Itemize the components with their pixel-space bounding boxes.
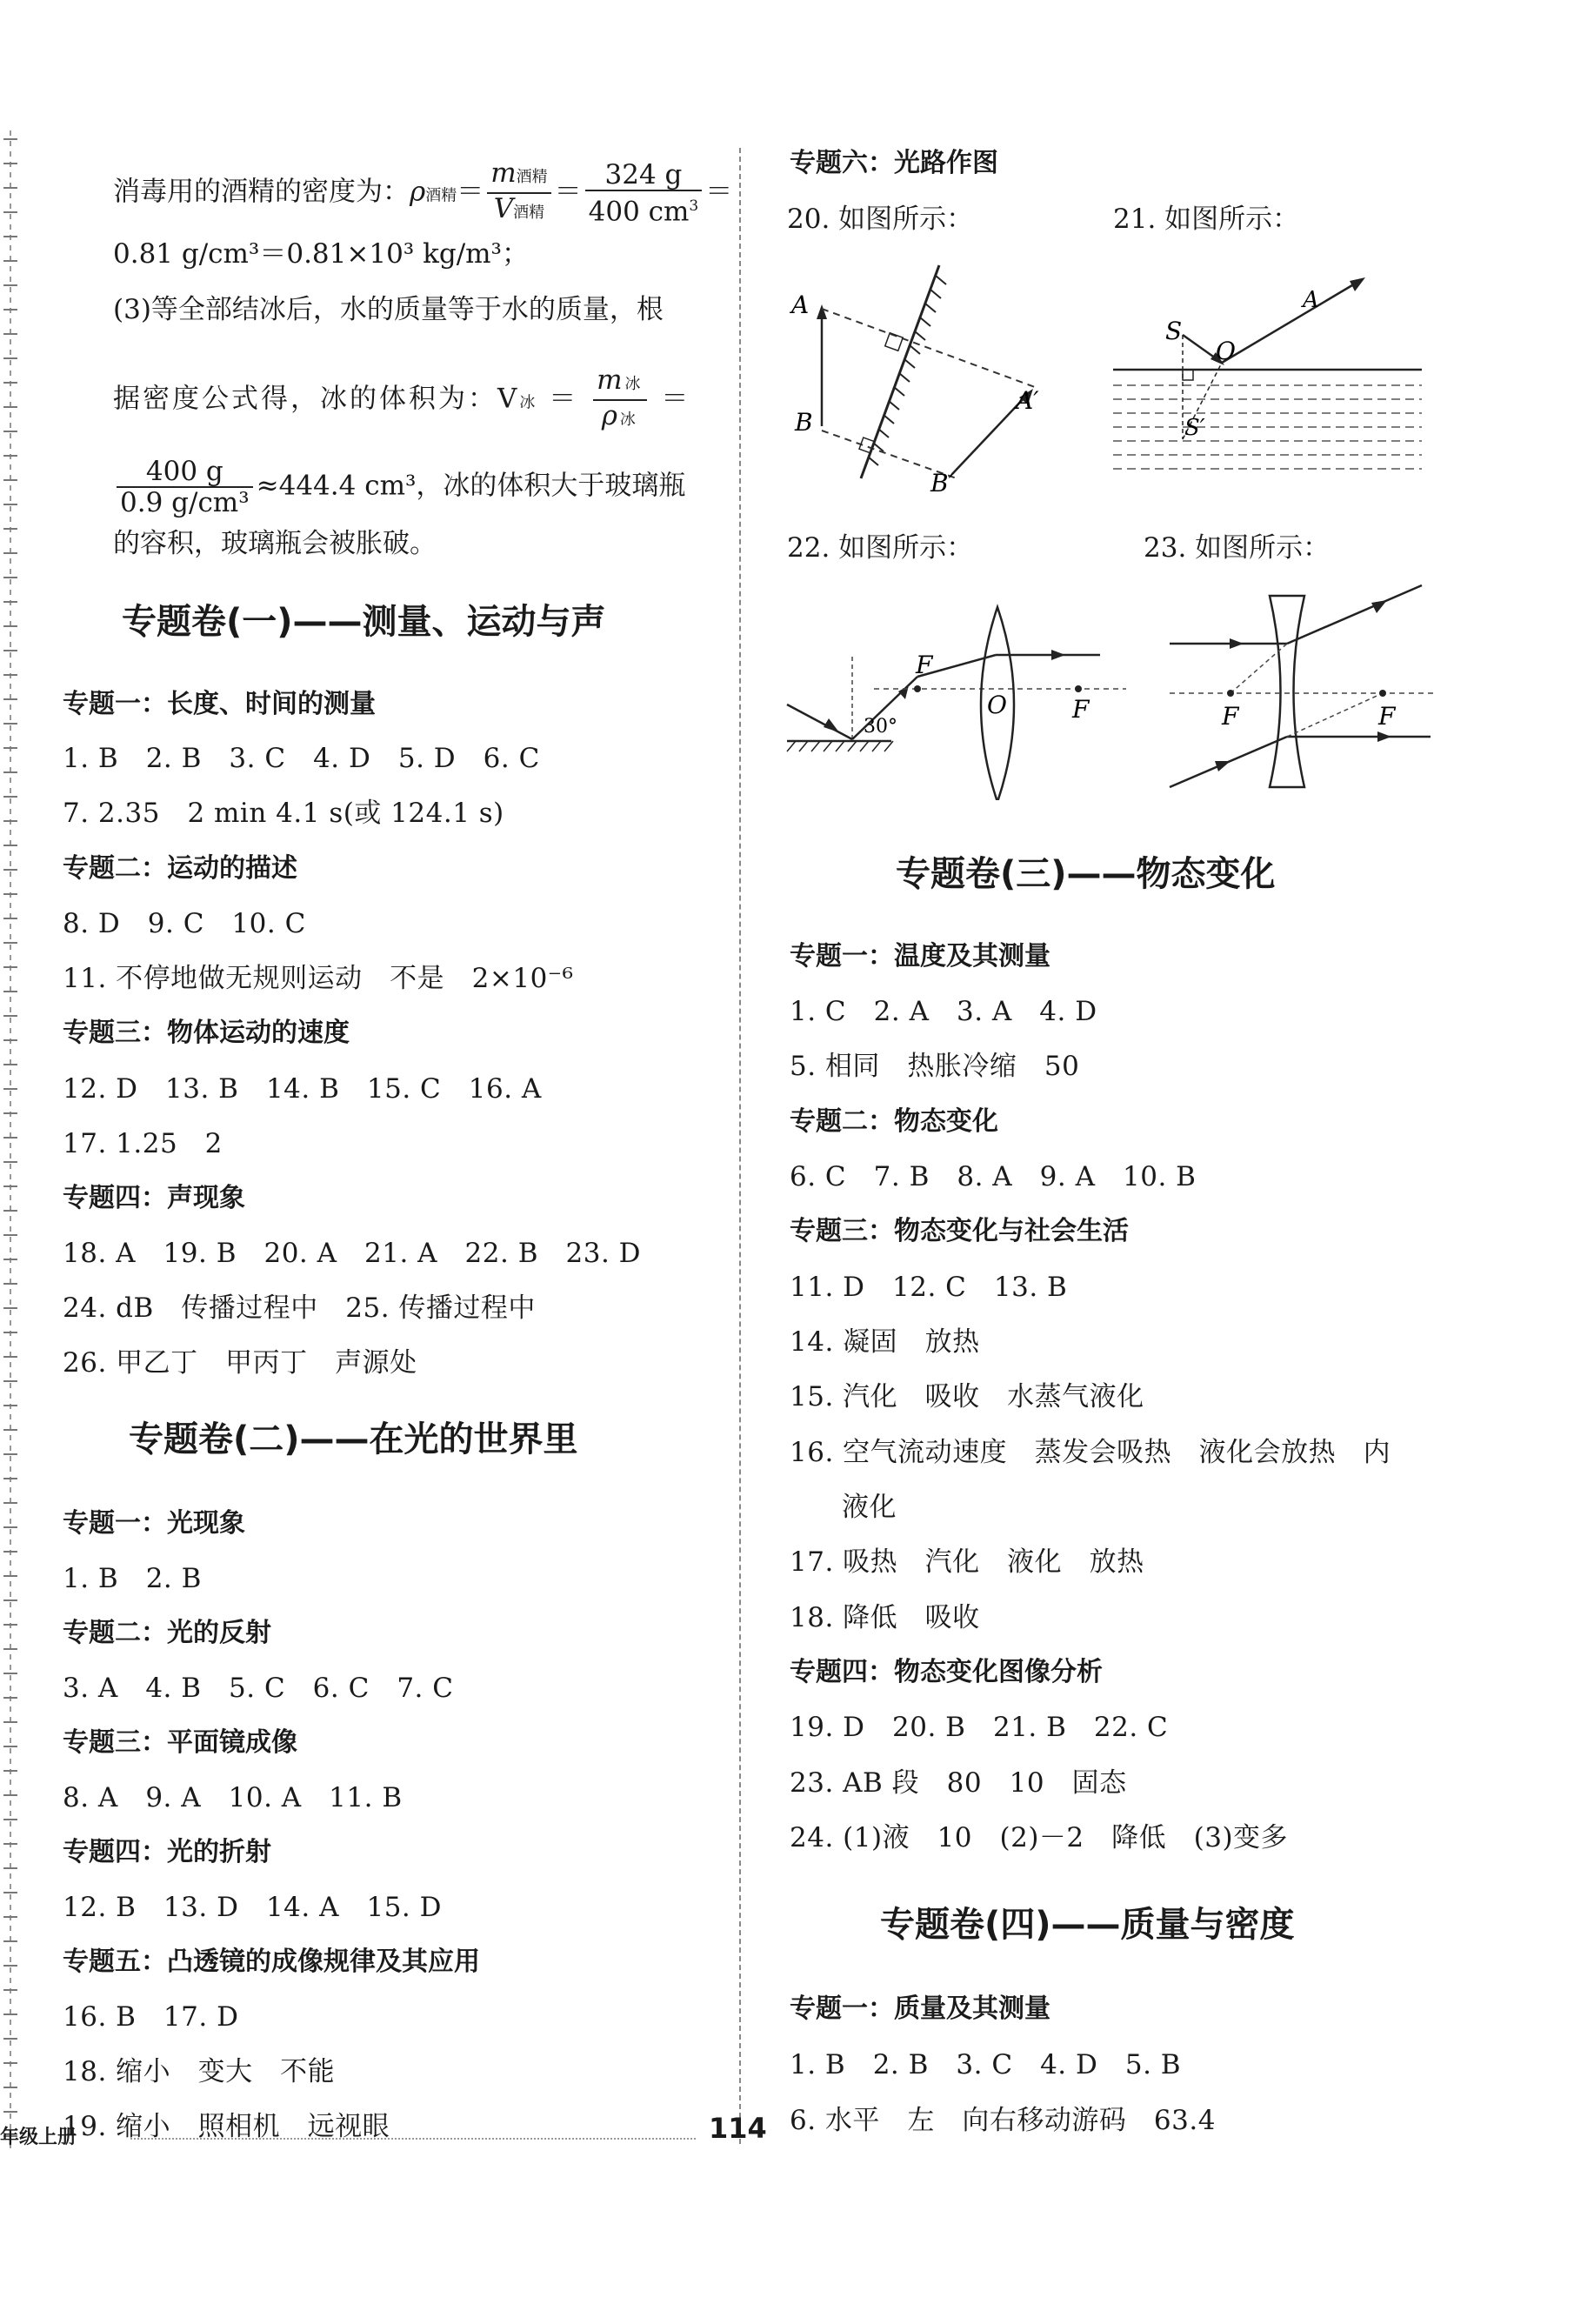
v-symbol: V — [493, 193, 514, 224]
answer-line: 16. B 17. D — [63, 2001, 239, 2033]
footer-grade: 年级上册 — [0, 2127, 77, 2148]
section-heading: 专题二：光的反射 — [63, 1618, 271, 1648]
answer-line: 17. 1.25 2 — [63, 1128, 223, 1159]
answer-line: 12. D 13. B 14. B 15. C 16. A — [63, 1073, 542, 1105]
ice-result-line — [113, 457, 685, 518]
ice-volume-prefix: 据密度公式得，冰的体积为：V — [113, 383, 520, 415]
m-subscript: 酒精 — [516, 168, 548, 186]
answer-line: 3. A 4. B 5. C 6. C 7. C — [63, 1673, 454, 1704]
label-a-prime: A′ — [1016, 386, 1039, 415]
volume-title-4: 专题卷(四)——质量与密度 — [880, 1905, 1295, 1945]
label-f-left: F — [916, 651, 933, 679]
column-divider — [739, 148, 741, 2144]
ice-volume-result: ≈444.4 cm³，冰的体积大于玻璃瓶 — [256, 470, 686, 502]
section-heading: 专题三：物体运动的速度 — [63, 1018, 350, 1048]
answer-line: 5. 相同 热胀冷缩 50 — [790, 1051, 1080, 1082]
section-heading: 专题一：光现象 — [63, 1508, 245, 1539]
label-angle: 30° — [864, 716, 897, 738]
answer-line: 19. 缩小 照相机 远视眼 — [63, 2111, 390, 2142]
rho-subscript: 酒精 — [425, 186, 457, 205]
fraction-400-over-09 — [117, 457, 253, 518]
section-heading: 专题二：物态变化 — [790, 1106, 998, 1137]
v-subscript: 酒精 — [513, 204, 545, 222]
fraction-324-over-400: $\frac{324 g}{400 cm^3}$ — [585, 160, 703, 226]
ice-text-line-4: 的容积，玻璃瓶会被胀破。 — [113, 528, 437, 559]
answer-line: 23. AB 段 80 10 固态 — [790, 1767, 1127, 1799]
answer-line: 14. 凝固 放热 — [790, 1326, 980, 1358]
label-b-prime: B′ — [930, 469, 954, 498]
numerator-324: 324 g — [585, 160, 703, 191]
label-f-right: F — [1072, 695, 1090, 724]
answer-line: 1. C 2. A 3. A 4. D — [790, 996, 1097, 1027]
diagram-convex-lens — [778, 591, 1144, 800]
label-a-ray: A — [1303, 287, 1319, 313]
m-symbol: m — [490, 157, 517, 189]
answer-line: 18. A 19. B 20. A 21. A 22. B 23. D — [63, 1238, 642, 1269]
answer-line: 8. A 9. A 10. A 11. B — [63, 1782, 403, 1813]
section-heading: 专题一：质量及其测量 — [790, 1993, 1050, 2024]
label-f-right-concave: F — [1378, 702, 1396, 731]
ice-formula-line: 据密度公式得，冰的体积为：V冰 ＝ $\frac{\text{m冰}}{\text{ρ冰}}$ ＝ — [113, 365, 690, 435]
denominator-400: 400 cm — [588, 196, 690, 228]
density-result-line: 0.81 g/cm³＝0.81×10³ kg/m³； — [113, 238, 529, 270]
denominator-09: 0.9 g/cm³ — [120, 487, 250, 518]
rho-ice-subscript: 冰 — [619, 411, 638, 429]
m-ice-subscript: 冰 — [624, 375, 644, 393]
answer-line: 18. 缩小 变大 不能 — [63, 2056, 336, 2087]
answer-line: 24. dB 传播过程中 25. 传播过程中 — [63, 1292, 536, 1324]
label-s: S — [1165, 317, 1183, 345]
answer-line: 16. 空气流动速度 蒸发会吸热 液化会放热 内 — [790, 1437, 1391, 1468]
section-heading: 专题四：物态变化图像分析 — [790, 1657, 1103, 1687]
volume-title-2: 专题卷(二)——在光的世界里 — [129, 1419, 578, 1459]
footer-dotted-rule — [130, 2138, 696, 2140]
answer-line: 17. 吸热 汽化 液化 放热 — [790, 1546, 1144, 1578]
label-s-prime: S′ — [1184, 415, 1205, 441]
label-o: O — [1216, 337, 1236, 365]
section-heading: 专题三：平面镜成像 — [63, 1727, 297, 1758]
volume-title-3: 专题卷(三)——物态变化 — [896, 854, 1276, 894]
volume-title-1: 专题卷(一)——测量、运动与声 — [122, 602, 606, 642]
rho-ice-symbol: ρ — [601, 400, 620, 431]
answer-line: 1. B 2. B — [63, 1563, 202, 1594]
density-formula-line: 消毒用的酒精的密度为：ρ酒精＝ $\frac{\text{m酒精}}{\text{V酒精}}$ ＝ $\frac{324 g}{400 cm^3}$ ＝ — [113, 157, 733, 228]
label-b: B — [795, 408, 813, 437]
diagram-concave-lens — [1161, 578, 1439, 805]
answer-line: 18. 降低 吸收 — [790, 1602, 980, 1633]
figure-caption-22: 22. 如图所示： — [787, 532, 974, 564]
answer-line: 12. B 13. D 14. A 15. D — [63, 1892, 442, 1923]
label-f-left-concave: F — [1222, 702, 1239, 731]
answer-line: 11. D 12. C 13. B — [790, 1272, 1068, 1303]
figure-caption-20: 20. 如图所示： — [787, 204, 974, 235]
answer-line: 1. B 2. B 3. C 4. D 5. B — [790, 2049, 1182, 2080]
section-heading: 专题四：光的折射 — [63, 1837, 271, 1867]
fraction-m-over-v — [487, 158, 550, 228]
section-heading: 专题六：光路作图 — [790, 148, 998, 178]
answer-line: 24. (1)液 10 (2)－2 降低 (3)变多 — [790, 1822, 1289, 1853]
section-heading: 专题一：温度及其测量 — [790, 941, 1050, 972]
section-heading: 专题四：声现象 — [63, 1183, 245, 1213]
binding-margin-marks — [0, 130, 26, 2148]
answer-line: 15. 汽化 吸收 水蒸气液化 — [790, 1381, 1144, 1412]
diagram-plane-mirror — [783, 257, 1070, 509]
answer-line: 11. 不停地做无规则运动 不是 2×10⁻⁶ — [63, 963, 574, 994]
figure-caption-21: 21. 如图所示： — [1113, 204, 1300, 235]
answer-line: 6. 水平 左 向右移动游码 63.4 — [790, 2105, 1216, 2136]
numerator-400g: 400 g — [117, 457, 253, 488]
answer-line: 26. 甲乙丁 甲丙丁 声源处 — [63, 1347, 417, 1379]
answer-line: 19. D 20. B 21. B 22. C — [790, 1712, 1169, 1743]
figure-caption-23: 23. 如图所示： — [1144, 532, 1331, 564]
section-heading: 专题三：物态变化与社会生活 — [790, 1216, 1129, 1246]
answer-line-continued: 液化 — [842, 1492, 897, 1523]
v-ice-subscript: 冰 — [519, 393, 538, 412]
answer-line: 6. C 7. B 8. A 9. A 10. B — [790, 1161, 1197, 1192]
section-heading: 专题五：凸透镜的成像规律及其应用 — [63, 1947, 480, 1977]
m-ice-symbol: m — [597, 364, 625, 396]
fraction-m-ice-over-rho-ice — [593, 365, 646, 435]
label-a: A — [791, 290, 810, 319]
diagram-water-reflection — [1104, 257, 1426, 483]
answer-line: 7. 2.35 2 min 4.1 s(或 124.1 s) — [63, 798, 504, 829]
answer-line: 8. D 9. C 10. C — [63, 908, 306, 939]
ice-text-line-1: (3)等全部结冰后，水的质量等于水的质量，根 — [113, 294, 664, 325]
section-heading: 专题一：长度、时间的测量 — [63, 689, 376, 719]
rho-symbol: ρ — [410, 176, 426, 208]
density-prefix: 消毒用的酒精的密度为： — [113, 176, 410, 208]
page-number: 114 — [709, 2112, 767, 2145]
section-heading: 专题二：运动的描述 — [63, 853, 297, 884]
answer-line: 1. B 2. B 3. C 4. D 5. D 6. C — [63, 743, 540, 774]
label-o-lens: O — [987, 691, 1007, 719]
